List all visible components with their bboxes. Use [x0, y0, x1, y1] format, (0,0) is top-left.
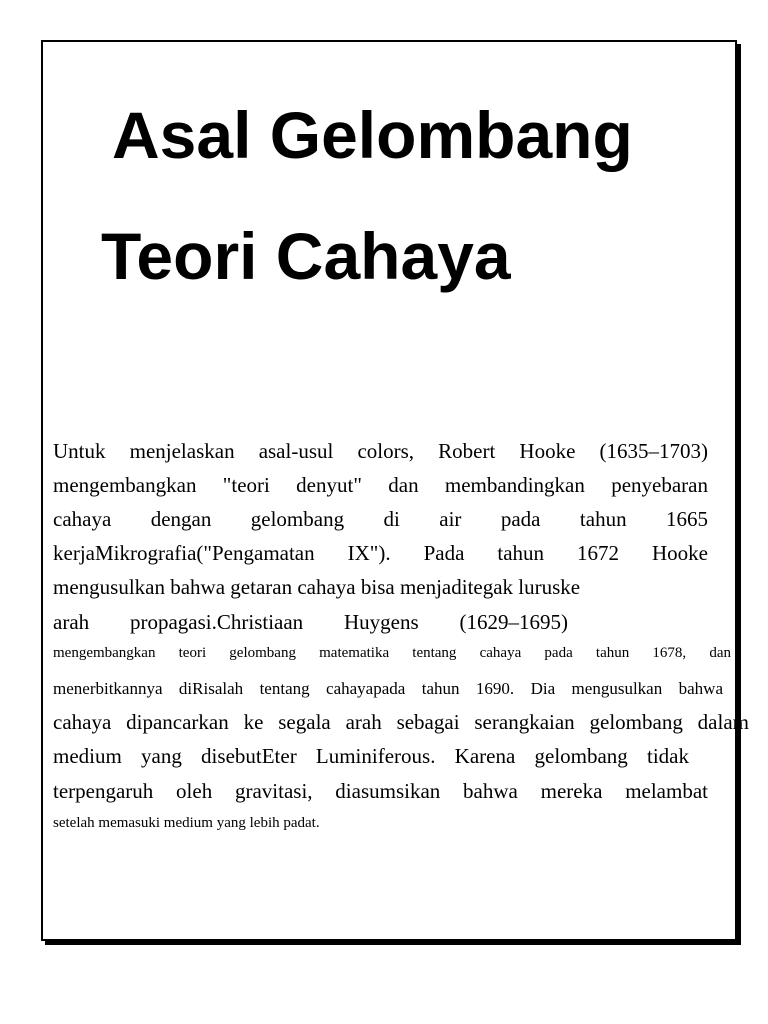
body-line: Untuk menjelaskan asal-usul colors, Robert Hooke (1635–1703): [53, 439, 708, 463]
body-line: menerbitkannya diRisalah tentang cahayapada tahun 1690. Dia mengusulkan bahwa: [53, 679, 723, 698]
body-line: medium yang disebutEter Luminiferous. Karena gelombang tidak: [53, 744, 689, 768]
title-line-1: Asal Gelombang: [112, 98, 633, 172]
body-line: mengusulkan bahwa getaran cahaya bisa menjaditegak luruske: [53, 575, 581, 599]
body-line: kerjaMikrografia("Pengamatan IX"). Pada tahun 1672 Hooke: [53, 541, 708, 565]
body-line: terpengaruh oleh gravitasi, diasumsikan bahwa mereka melambat: [53, 779, 708, 803]
body-line: cahaya dengan gelombang di air pada tahun 1665: [53, 507, 708, 531]
body-line: setelah memasuki medium yang lebih padat.: [53, 815, 320, 831]
body-line: mengembangkan teori gelombang matematika tentang cahaya pada tahun 1678, dan: [53, 645, 731, 661]
body-line: cahaya dipancarkan ke segala arah sebagai serangkaian gelombang dalam: [53, 710, 749, 734]
body-line: arah propagasi.Christiaan Huygens (1629–1695): [53, 610, 568, 634]
body-line: mengembangkan "teori denyut" dan membandingkan penyebaran: [53, 473, 708, 497]
title-line-2: Teori Cahaya: [101, 219, 511, 293]
